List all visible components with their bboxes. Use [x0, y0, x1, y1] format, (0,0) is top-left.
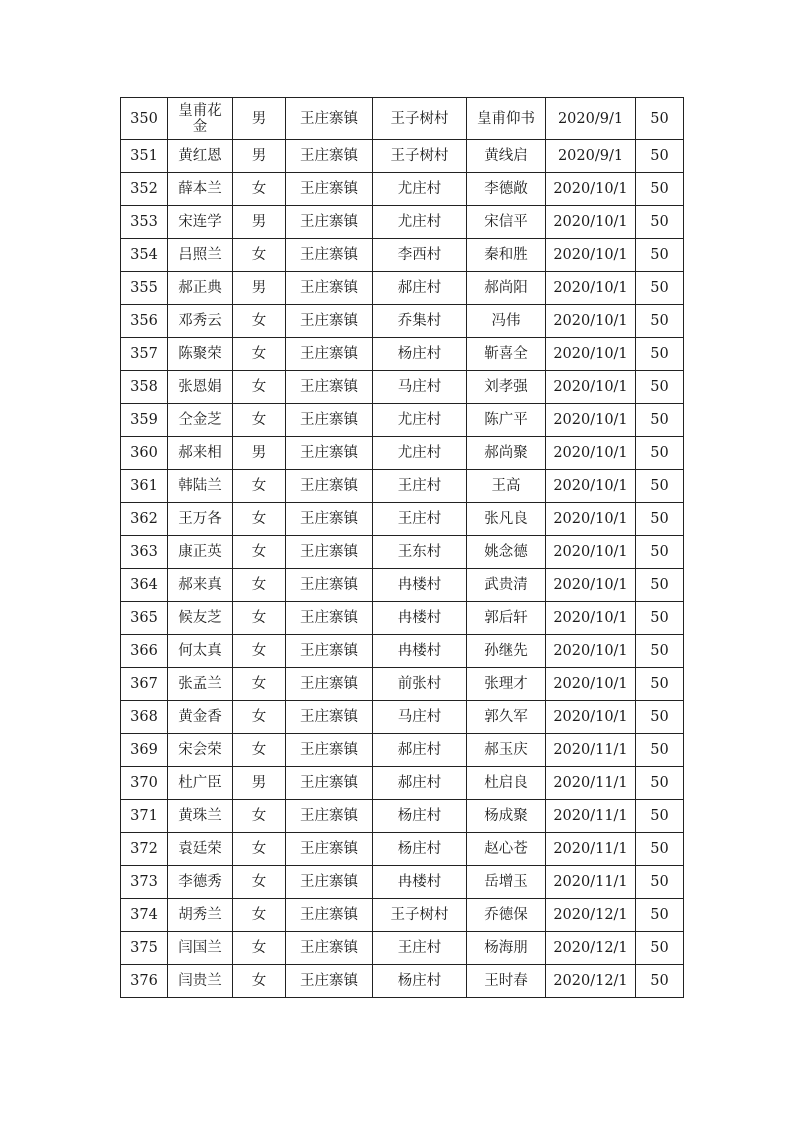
cell-amount: 50 [636, 470, 684, 503]
cell-number: 356 [121, 305, 168, 338]
cell-date: 2020/10/1 [546, 305, 636, 338]
cell-date: 2020/12/1 [546, 965, 636, 998]
cell-agent: 宋信平 [467, 206, 546, 239]
cell-agent: 黄线启 [467, 140, 546, 173]
cell-gender: 女 [233, 899, 286, 932]
cell-gender: 女 [233, 536, 286, 569]
table-row [121, 800, 684, 833]
cell-gender: 女 [233, 668, 286, 701]
cell-gender: 男 [233, 98, 286, 140]
cell-name: 康正英 [168, 536, 233, 569]
cell-gender: 女 [233, 305, 286, 338]
cell-name: 胡秀兰 [168, 899, 233, 932]
cell-village: 王东村 [373, 536, 467, 569]
cell-name: 闫国兰 [168, 932, 233, 965]
cell-name: 仝金芝 [168, 404, 233, 437]
cell-amount: 50 [636, 536, 684, 569]
cell-village: 冉楼村 [373, 866, 467, 899]
cell-gender: 女 [233, 965, 286, 998]
cell-agent: 王时春 [467, 965, 546, 998]
cell-amount: 50 [636, 668, 684, 701]
table-row [121, 272, 684, 305]
cell-agent: 杨海朋 [467, 932, 546, 965]
cell-gender: 女 [233, 503, 286, 536]
cell-town: 王庄寨镇 [286, 98, 373, 140]
table-row [121, 173, 684, 206]
cell-village: 王庄村 [373, 470, 467, 503]
cell-gender: 女 [233, 800, 286, 833]
cell-agent: 皇甫仰书 [467, 98, 546, 140]
cell-amount: 50 [636, 866, 684, 899]
cell-date: 2020/11/1 [546, 800, 636, 833]
cell-agent: 张凡良 [467, 503, 546, 536]
cell-town: 王庄寨镇 [286, 536, 373, 569]
cell-town: 王庄寨镇 [286, 767, 373, 800]
cell-amount: 50 [636, 602, 684, 635]
table-row [121, 899, 684, 932]
cell-name: 郝正典 [168, 272, 233, 305]
cell-name-text: 皇甫花金 [178, 102, 222, 135]
cell-name: 黄金香 [168, 701, 233, 734]
table-row [121, 371, 684, 404]
cell-date: 2020/10/1 [546, 569, 636, 602]
cell-village: 王子树村 [373, 140, 467, 173]
cell-gender: 女 [233, 635, 286, 668]
cell-name: 黄珠兰 [168, 800, 233, 833]
cell-date: 2020/10/1 [546, 668, 636, 701]
cell-number: 360 [121, 437, 168, 470]
cell-number: 361 [121, 470, 168, 503]
cell-town: 王庄寨镇 [286, 701, 373, 734]
cell-gender: 女 [233, 371, 286, 404]
cell-gender: 女 [233, 932, 286, 965]
cell-agent: 乔德保 [467, 899, 546, 932]
cell-gender: 男 [233, 140, 286, 173]
cell-town: 王庄寨镇 [286, 503, 373, 536]
table-row [121, 338, 684, 371]
cell-name: 杜广臣 [168, 767, 233, 800]
cell-village: 郝庄村 [373, 767, 467, 800]
cell-agent: 姚念德 [467, 536, 546, 569]
cell-village: 王庄村 [373, 503, 467, 536]
cell-gender: 男 [233, 437, 286, 470]
cell-town: 王庄寨镇 [286, 899, 373, 932]
table-row [121, 98, 684, 140]
cell-date: 2020/10/1 [546, 536, 636, 569]
cell-number: 375 [121, 932, 168, 965]
cell-town: 王庄寨镇 [286, 206, 373, 239]
cell-amount: 50 [636, 767, 684, 800]
cell-name: 宋会荣 [168, 734, 233, 767]
cell-date: 2020/10/1 [546, 371, 636, 404]
cell-amount: 50 [636, 701, 684, 734]
cell-village: 尤庄村 [373, 206, 467, 239]
cell-name: 郝来真 [168, 569, 233, 602]
cell-gender: 男 [233, 272, 286, 305]
cell-town: 王庄寨镇 [286, 173, 373, 206]
cell-village: 冉楼村 [373, 635, 467, 668]
table-row [121, 437, 684, 470]
cell-gender: 女 [233, 173, 286, 206]
table-row [121, 404, 684, 437]
cell-amount: 50 [636, 569, 684, 602]
cell-town: 王庄寨镇 [286, 833, 373, 866]
cell-amount: 50 [636, 98, 684, 140]
cell-name: 候友芝 [168, 602, 233, 635]
cell-amount: 50 [636, 965, 684, 998]
cell-name: 邓秀云 [168, 305, 233, 338]
table-row [121, 833, 684, 866]
cell-date: 2020/11/1 [546, 734, 636, 767]
cell-amount: 50 [636, 305, 684, 338]
cell-town: 王庄寨镇 [286, 932, 373, 965]
cell-village: 郝庄村 [373, 734, 467, 767]
cell-date: 2020/10/1 [546, 503, 636, 536]
cell-town: 王庄寨镇 [286, 404, 373, 437]
cell-town: 王庄寨镇 [286, 338, 373, 371]
cell-town: 王庄寨镇 [286, 239, 373, 272]
cell-agent: 郝尚阳 [467, 272, 546, 305]
cell-amount: 50 [636, 503, 684, 536]
cell-agent: 郭后轩 [467, 602, 546, 635]
table-row [121, 140, 684, 173]
cell-town: 王庄寨镇 [286, 635, 373, 668]
cell-name: 陈聚荣 [168, 338, 233, 371]
cell-date: 2020/10/1 [546, 437, 636, 470]
cell-number: 354 [121, 239, 168, 272]
cell-town: 王庄寨镇 [286, 800, 373, 833]
cell-agent: 冯伟 [467, 305, 546, 338]
cell-number: 355 [121, 272, 168, 305]
cell-name [168, 98, 233, 140]
cell-number: 363 [121, 536, 168, 569]
cell-gender: 男 [233, 767, 286, 800]
cell-amount: 50 [636, 800, 684, 833]
cell-name: 韩陆兰 [168, 470, 233, 503]
cell-gender: 女 [233, 569, 286, 602]
cell-name: 吕照兰 [168, 239, 233, 272]
cell-agent: 靳喜全 [467, 338, 546, 371]
cell-amount: 50 [636, 206, 684, 239]
cell-gender: 女 [233, 470, 286, 503]
cell-agent: 岳增玉 [467, 866, 546, 899]
cell-village: 尤庄村 [373, 173, 467, 206]
table-row [121, 305, 684, 338]
records-table [120, 97, 684, 998]
cell-village: 前张村 [373, 668, 467, 701]
cell-name: 张恩娟 [168, 371, 233, 404]
cell-number: 353 [121, 206, 168, 239]
cell-town: 王庄寨镇 [286, 371, 373, 404]
table-row [121, 503, 684, 536]
cell-amount: 50 [636, 272, 684, 305]
cell-village: 杨庄村 [373, 965, 467, 998]
cell-amount: 50 [636, 932, 684, 965]
cell-number: 357 [121, 338, 168, 371]
cell-agent: 秦和胜 [467, 239, 546, 272]
cell-date: 2020/11/1 [546, 833, 636, 866]
cell-amount: 50 [636, 635, 684, 668]
cell-name: 宋连学 [168, 206, 233, 239]
cell-number: 352 [121, 173, 168, 206]
cell-amount: 50 [636, 338, 684, 371]
cell-amount: 50 [636, 173, 684, 206]
cell-date: 2020/10/1 [546, 602, 636, 635]
table-row [121, 635, 684, 668]
table-row [121, 470, 684, 503]
cell-town: 王庄寨镇 [286, 668, 373, 701]
cell-number: 350 [121, 98, 168, 140]
cell-village: 冉楼村 [373, 602, 467, 635]
cell-town: 王庄寨镇 [286, 866, 373, 899]
cell-agent: 张理才 [467, 668, 546, 701]
cell-town: 王庄寨镇 [286, 470, 373, 503]
cell-agent: 郭久军 [467, 701, 546, 734]
cell-agent: 孙继先 [467, 635, 546, 668]
cell-agent: 王高 [467, 470, 546, 503]
cell-date: 2020/10/1 [546, 173, 636, 206]
cell-date: 2020/10/1 [546, 206, 636, 239]
cell-agent: 刘孝强 [467, 371, 546, 404]
cell-village: 郝庄村 [373, 272, 467, 305]
cell-village: 尤庄村 [373, 404, 467, 437]
table-row [121, 767, 684, 800]
cell-number: 365 [121, 602, 168, 635]
table-row [121, 569, 684, 602]
cell-village: 尤庄村 [373, 437, 467, 470]
records-table-body [121, 98, 684, 998]
cell-date: 2020/12/1 [546, 899, 636, 932]
cell-village: 杨庄村 [373, 833, 467, 866]
cell-town: 王庄寨镇 [286, 569, 373, 602]
cell-gender: 女 [233, 701, 286, 734]
cell-gender: 女 [233, 602, 286, 635]
cell-number: 370 [121, 767, 168, 800]
cell-date: 2020/9/1 [546, 98, 636, 140]
table-row [121, 206, 684, 239]
cell-agent: 赵心苍 [467, 833, 546, 866]
cell-date: 2020/10/1 [546, 635, 636, 668]
cell-village: 王子树村 [373, 899, 467, 932]
cell-village: 杨庄村 [373, 338, 467, 371]
cell-village: 马庄村 [373, 371, 467, 404]
cell-date: 2020/12/1 [546, 932, 636, 965]
cell-gender: 男 [233, 206, 286, 239]
cell-date: 2020/10/1 [546, 239, 636, 272]
cell-town: 王庄寨镇 [286, 140, 373, 173]
table-row [121, 932, 684, 965]
cell-village: 马庄村 [373, 701, 467, 734]
cell-number: 359 [121, 404, 168, 437]
cell-date: 2020/9/1 [546, 140, 636, 173]
table-row [121, 701, 684, 734]
cell-agent: 杨成聚 [467, 800, 546, 833]
cell-number: 362 [121, 503, 168, 536]
cell-village: 王子树村 [373, 98, 467, 140]
cell-amount: 50 [636, 371, 684, 404]
cell-name: 郝来相 [168, 437, 233, 470]
cell-gender: 女 [233, 866, 286, 899]
cell-number: 351 [121, 140, 168, 173]
cell-gender: 女 [233, 239, 286, 272]
cell-gender: 女 [233, 833, 286, 866]
cell-name: 何太真 [168, 635, 233, 668]
cell-number: 364 [121, 569, 168, 602]
cell-gender: 女 [233, 404, 286, 437]
cell-date: 2020/11/1 [546, 866, 636, 899]
cell-number: 358 [121, 371, 168, 404]
cell-agent: 陈广平 [467, 404, 546, 437]
cell-date: 2020/10/1 [546, 701, 636, 734]
cell-number: 371 [121, 800, 168, 833]
cell-agent: 郝玉庆 [467, 734, 546, 767]
cell-name: 王万各 [168, 503, 233, 536]
cell-village: 王庄村 [373, 932, 467, 965]
cell-number: 372 [121, 833, 168, 866]
cell-name: 张孟兰 [168, 668, 233, 701]
cell-number: 374 [121, 899, 168, 932]
cell-agent: 李德敞 [467, 173, 546, 206]
cell-agent: 杜启良 [467, 767, 546, 800]
cell-town: 王庄寨镇 [286, 965, 373, 998]
cell-village: 李西村 [373, 239, 467, 272]
table-row [121, 536, 684, 569]
cell-date: 2020/10/1 [546, 338, 636, 371]
table-row [121, 965, 684, 998]
cell-number: 367 [121, 668, 168, 701]
cell-amount: 50 [636, 239, 684, 272]
cell-number: 369 [121, 734, 168, 767]
cell-name: 薛本兰 [168, 173, 233, 206]
cell-agent: 武贵清 [467, 569, 546, 602]
cell-agent: 郝尚聚 [467, 437, 546, 470]
cell-name: 李德秀 [168, 866, 233, 899]
table-row [121, 239, 684, 272]
cell-amount: 50 [636, 437, 684, 470]
cell-name: 袁廷荣 [168, 833, 233, 866]
cell-name: 闫贵兰 [168, 965, 233, 998]
cell-number: 366 [121, 635, 168, 668]
cell-town: 王庄寨镇 [286, 272, 373, 305]
cell-village: 冉楼村 [373, 569, 467, 602]
cell-town: 王庄寨镇 [286, 305, 373, 338]
cell-amount: 50 [636, 140, 684, 173]
cell-village: 乔集村 [373, 305, 467, 338]
table-row [121, 866, 684, 899]
cell-gender: 女 [233, 338, 286, 371]
cell-date: 2020/10/1 [546, 404, 636, 437]
cell-number: 373 [121, 866, 168, 899]
cell-number: 376 [121, 965, 168, 998]
cell-amount: 50 [636, 899, 684, 932]
cell-amount: 50 [636, 734, 684, 767]
cell-gender: 女 [233, 734, 286, 767]
cell-number: 368 [121, 701, 168, 734]
cell-date: 2020/11/1 [546, 767, 636, 800]
cell-village: 杨庄村 [373, 800, 467, 833]
cell-amount: 50 [636, 404, 684, 437]
table-row [121, 734, 684, 767]
cell-town: 王庄寨镇 [286, 734, 373, 767]
cell-town: 王庄寨镇 [286, 437, 373, 470]
cell-amount: 50 [636, 833, 684, 866]
cell-date: 2020/10/1 [546, 470, 636, 503]
cell-date: 2020/10/1 [546, 272, 636, 305]
table-row [121, 668, 684, 701]
table-row [121, 602, 684, 635]
cell-name: 黄红恩 [168, 140, 233, 173]
cell-town: 王庄寨镇 [286, 602, 373, 635]
